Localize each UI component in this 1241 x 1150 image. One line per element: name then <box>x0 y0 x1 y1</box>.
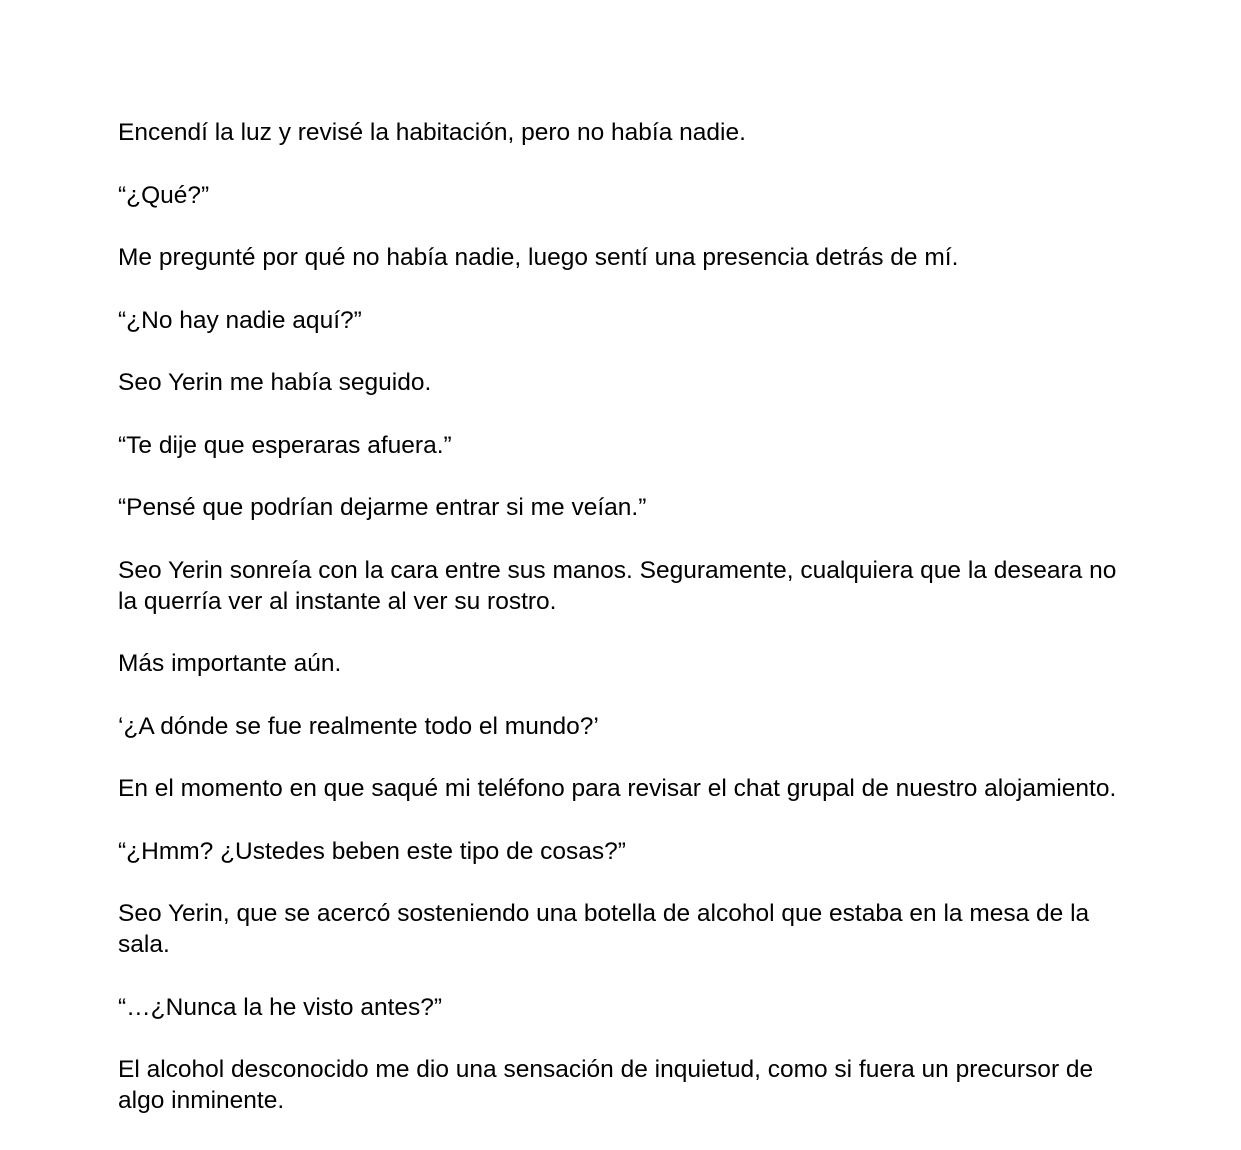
paragraph-3: Me pregunté por qué no había nadie, luego sentí una presencia detrás de mí. <box>118 244 959 271</box>
document-body <box>118 117 1118 1148</box>
paragraph-5: Seo Yerin me había seguido. <box>118 369 432 396</box>
paragraph-14: “…¿Nunca la he visto antes?” <box>118 993 443 1021</box>
paragraph-11: En el momento en que saqué mi teléfono para revisar el chat grupal de nuestro alojamiento. <box>118 775 1117 802</box>
paragraph-15: El alcohol desconocido me dio una sensación de inquietud, como si fuera un precursor de algo inminente. <box>118 1056 1094 1114</box>
paragraph-6: “Te dije que esperaras afuera.” <box>118 431 452 459</box>
paragraph-4: “¿No hay nadie aquí?” <box>118 306 362 334</box>
paragraph-7: “Pensé que podrían dejarme entrar si me veían.” <box>118 494 647 521</box>
paragraph-12: “¿Hmm? ¿Ustedes beben este tipo de cosas?” <box>118 837 626 865</box>
paragraph-13: Seo Yerin, que se acercó sosteniendo una botella de alcohol que estaba en la mesa de la sala. <box>118 900 1090 958</box>
paragraph-8: Seo Yerin sonreía con la cara entre sus manos. Seguramente, cualquiera que la deseara no la querría ver al instante al ver su rostro. <box>118 556 1117 615</box>
paragraph-10: ‘¿A dónde se fue realmente todo el mundo?’ <box>118 712 599 740</box>
paragraph-9: Más importante aún. <box>118 650 342 677</box>
paragraph-1: Encendí la luz y revisé la habitación, pero no había nadie. <box>118 119 746 146</box>
paragraph-2: “¿Qué?” <box>118 181 210 209</box>
